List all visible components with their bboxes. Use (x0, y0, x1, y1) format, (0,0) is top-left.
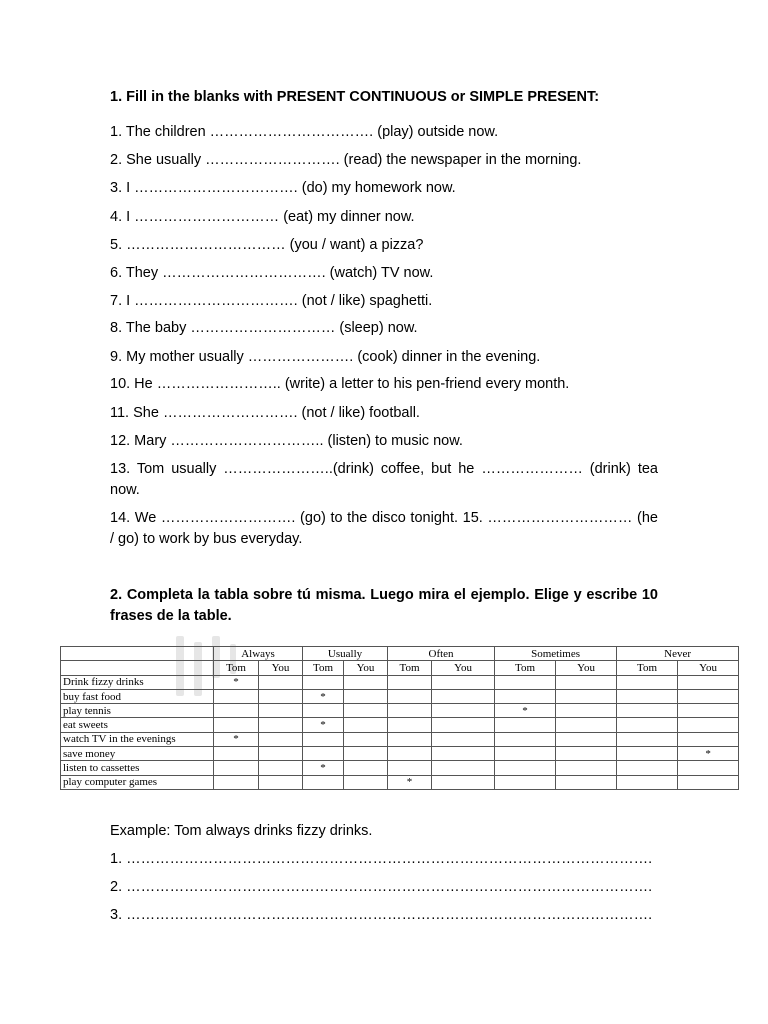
exercise-item-4: 4. I ………………………… (eat) my dinner now. (110, 209, 415, 225)
frequency-cell (214, 761, 259, 775)
frequency-cell (617, 747, 678, 761)
exercise-item-7: 7. I ……………………………. (not / like) spaghetti. (110, 293, 433, 309)
freq-header-often: Often (388, 647, 495, 661)
frequency-cell (344, 775, 388, 789)
frequency-cell (678, 689, 739, 703)
frequency-cell (617, 732, 678, 746)
frequency-cell (259, 704, 303, 718)
frequency-cell (495, 689, 556, 703)
frequency-cell (678, 704, 739, 718)
frequency-cell (344, 675, 388, 689)
frequency-cell (678, 732, 739, 746)
answer-line-3: 3. ………………………………………………………………………………………………. (110, 907, 653, 923)
frequency-cell (556, 675, 617, 689)
frequency-cell (617, 689, 678, 703)
section2-heading: 2. Completa la tabla sobre tú misma. Luego mira el ejemplo. Elige y escribe 10 frases de la table. (110, 587, 658, 624)
frequency-cell (556, 775, 617, 789)
frequency-cell (344, 689, 388, 703)
frequency-cell (259, 761, 303, 775)
subheader-tom: Tom (495, 661, 556, 675)
frequency-cell (303, 732, 344, 746)
frequency-cell (678, 761, 739, 775)
frequency-cell (495, 718, 556, 732)
frequency-cell (617, 775, 678, 789)
frequency-cell (556, 689, 617, 703)
activity-cell: save money (61, 747, 214, 761)
frequency-cell (432, 732, 495, 746)
frequency-cell (617, 761, 678, 775)
frequency-cell (303, 775, 344, 789)
subheader-you: You (259, 661, 303, 675)
frequency-cell (344, 747, 388, 761)
frequency-cell (617, 718, 678, 732)
exercise-item-11: 11. She ………………………. (not / like) football. (110, 405, 420, 421)
frequency-cell (303, 675, 344, 689)
frequency-cell (556, 761, 617, 775)
table-corner-cell (61, 661, 214, 675)
frequency-cell (495, 747, 556, 761)
frequency-cell: * (214, 732, 259, 746)
activity-cell: play tennis (61, 704, 214, 718)
frequency-cell (388, 747, 432, 761)
frequency-cell: * (303, 718, 344, 732)
subheader-you: You (556, 661, 617, 675)
frequency-cell (432, 704, 495, 718)
frequency-cell (678, 775, 739, 789)
subheader-you: You (344, 661, 388, 675)
frequency-cell (388, 718, 432, 732)
table-row (61, 732, 739, 746)
table-frequency-header-row (61, 647, 739, 661)
activity-cell: watch TV in the evenings (61, 732, 214, 746)
frequency-cell (388, 675, 432, 689)
subheader-tom: Tom (303, 661, 344, 675)
frequency-cell (214, 747, 259, 761)
table-body (61, 675, 739, 789)
frequency-cell: * (303, 689, 344, 703)
frequency-cell (344, 732, 388, 746)
frequency-cell (388, 689, 432, 703)
table-person-header-row (61, 661, 739, 675)
activity-cell: play computer games (61, 775, 214, 789)
frequency-cell (344, 718, 388, 732)
exercise-item-1: 1. The children ……………………………. (play) outside now. (110, 124, 499, 140)
frequency-cell (432, 718, 495, 732)
freq-header-never: Never (617, 647, 739, 661)
frequency-cell (303, 704, 344, 718)
frequency-cell (432, 747, 495, 761)
frequency-cell (432, 775, 495, 789)
section1-heading: 1. Fill in the blanks with PRESENT CONTINUOUS or SIMPLE PRESENT: (110, 89, 600, 105)
exercise-item-5: 5. …………………………… (you / want) a pizza? (110, 237, 424, 253)
subheader-you: You (432, 661, 495, 675)
frequency-cell (495, 775, 556, 789)
frequency-cell: * (678, 747, 739, 761)
subheader-tom: Tom (617, 661, 678, 675)
activity-cell: listen to cassettes (61, 761, 214, 775)
frequency-cell (214, 718, 259, 732)
table-row (61, 747, 739, 761)
frequency-cell (214, 704, 259, 718)
frequency-cell (556, 704, 617, 718)
frequency-table (60, 646, 739, 790)
frequency-cell (495, 675, 556, 689)
subheader-tom: Tom (214, 661, 259, 675)
table-row (61, 675, 739, 689)
frequency-cell (678, 718, 739, 732)
frequency-cell (388, 761, 432, 775)
exercise-item-8: 8. The baby ………………………… (sleep) now. (110, 320, 418, 336)
frequency-cell (259, 675, 303, 689)
frequency-cell: * (303, 761, 344, 775)
exercise-item-10: 10. He …………………….. (write) a letter to his pen-friend every month. (110, 376, 570, 392)
frequency-cell (556, 732, 617, 746)
example-sentence: Example: Tom always drinks fizzy drinks. (110, 823, 373, 839)
frequency-cell (432, 689, 495, 703)
freq-header-always: Always (214, 647, 303, 661)
frequency-cell (259, 732, 303, 746)
exercise-item-6: 6. They ……………………………. (watch) TV now. (110, 265, 434, 281)
frequency-cell (259, 747, 303, 761)
table-row (61, 775, 739, 789)
frequency-cell (617, 675, 678, 689)
subheader-tom: Tom (388, 661, 432, 675)
exercise-item-12: 12. Mary ………………………….. (listen) to music now. (110, 433, 463, 449)
frequency-cell (495, 761, 556, 775)
activity-cell: eat sweets (61, 718, 214, 732)
frequency-cell: * (388, 775, 432, 789)
frequency-cell (432, 761, 495, 775)
frequency-cell (259, 775, 303, 789)
table-row (61, 689, 739, 703)
frequency-cell (303, 747, 344, 761)
table-row (61, 704, 739, 718)
frequency-cell (214, 689, 259, 703)
exercise-item-9: 9. My mother usually …………………. (cook) dinner in the evening. (110, 349, 541, 365)
frequency-cell (259, 718, 303, 732)
frequency-cell (214, 775, 259, 789)
frequency-cell (388, 704, 432, 718)
frequency-cell (259, 689, 303, 703)
answer-line-1: 1. ………………………………………………………………………………………………. (110, 851, 653, 867)
frequency-cell: * (214, 675, 259, 689)
frequency-cell (556, 747, 617, 761)
freq-header-sometimes: Sometimes (495, 647, 617, 661)
frequency-cell (432, 675, 495, 689)
subheader-you: You (678, 661, 739, 675)
table-row (61, 718, 739, 732)
frequency-cell (678, 675, 739, 689)
activity-cell: buy fast food (61, 689, 214, 703)
frequency-cell (556, 718, 617, 732)
frequency-cell (617, 704, 678, 718)
freq-header-usually: Usually (303, 647, 388, 661)
table-corner-cell (61, 647, 214, 661)
frequency-cell (495, 732, 556, 746)
exercise-item-13: 13. Tom usually …………………..(drink) coffee, but he ………………… (drink) tea now. (110, 461, 658, 498)
answer-line-2: 2. ………………………………………………………………………………………………. (110, 879, 653, 895)
exercise-item-14-15: 14. We ………………………. (go) to the disco tonight. 15. ………………………… (he / go) to work by bus everyday. (110, 510, 658, 547)
activity-cell: Drink fizzy drinks (61, 675, 214, 689)
table-row (61, 761, 739, 775)
frequency-cell (388, 732, 432, 746)
exercise-item-2: 2. She usually ………………………. (read) the newspaper in the morning. (110, 152, 582, 168)
exercise-item-3: 3. I ……………………………. (do) my homework now. (110, 180, 456, 196)
frequency-cell (344, 761, 388, 775)
frequency-cell: * (495, 704, 556, 718)
frequency-cell (344, 704, 388, 718)
